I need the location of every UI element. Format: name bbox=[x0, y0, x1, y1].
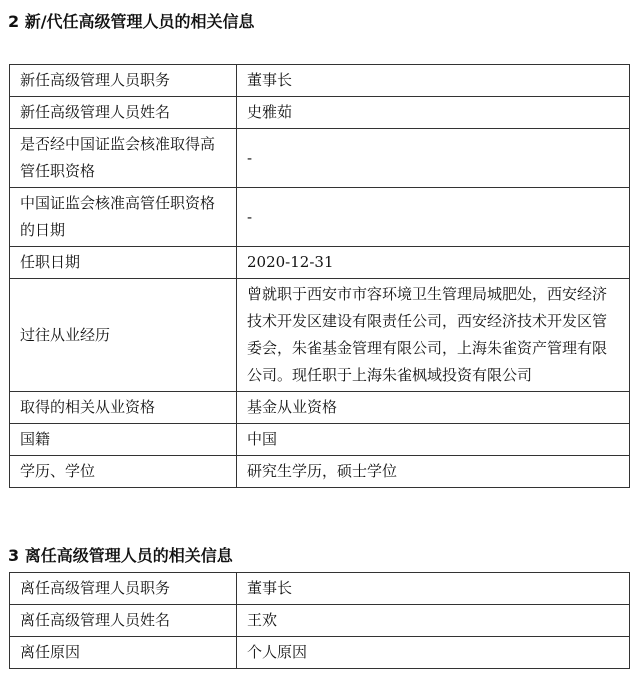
table-row bbox=[10, 129, 630, 188]
table-row bbox=[10, 65, 630, 97]
row-value: 2020-12-31 bbox=[237, 247, 630, 279]
row-value: 董事长 bbox=[237, 65, 630, 97]
row-label: 新任高级管理人员姓名 bbox=[10, 97, 237, 129]
row-value: 基金从业资格 bbox=[237, 392, 630, 424]
row-value: - bbox=[237, 188, 630, 247]
row-label: 过往从业经历 bbox=[10, 279, 237, 392]
row-label: 中国证监会核准高管任职资格的日期 bbox=[10, 188, 237, 247]
row-label: 离任高级管理人员职务 bbox=[10, 573, 237, 605]
row-value: 曾就职于西安市市容环境卫生管理局城肥处，西安经济技术开发区建设有限责任公司，西安经济技术开发区管委会，朱雀基金管理有限公司，上海朱雀资产管理有限公司。现任职于上海朱雀枫域投资有限公司 bbox=[237, 279, 630, 392]
row-label: 任职日期 bbox=[10, 247, 237, 279]
departing-manager-info-table bbox=[9, 572, 630, 669]
row-label: 取得的相关从业资格 bbox=[10, 392, 237, 424]
table-row bbox=[10, 392, 630, 424]
row-value: 中国 bbox=[237, 424, 630, 456]
row-value: 王欢 bbox=[237, 605, 630, 637]
row-value: 董事长 bbox=[237, 573, 630, 605]
row-value: - bbox=[237, 129, 630, 188]
table-row bbox=[10, 424, 630, 456]
row-label: 是否经中国证监会核准取得高管任职资格 bbox=[10, 129, 237, 188]
table-row bbox=[10, 637, 630, 669]
table-row bbox=[10, 279, 630, 392]
row-label: 离任高级管理人员姓名 bbox=[10, 605, 237, 637]
table-row bbox=[10, 456, 630, 488]
row-label: 学历、学位 bbox=[10, 456, 237, 488]
table-row bbox=[10, 97, 630, 129]
row-label: 新任高级管理人员职务 bbox=[10, 65, 237, 97]
row-value: 史雅茹 bbox=[237, 97, 630, 129]
table-row bbox=[10, 573, 630, 605]
new-manager-info-table bbox=[9, 64, 630, 488]
section-title-departing-manager: 3 离任高级管理人员的相关信息 bbox=[8, 546, 233, 565]
row-label: 国籍 bbox=[10, 424, 237, 456]
table-row bbox=[10, 188, 630, 247]
row-label: 离任原因 bbox=[10, 637, 237, 669]
row-value: 研究生学历，硕士学位 bbox=[237, 456, 630, 488]
row-value: 个人原因 bbox=[237, 637, 630, 669]
section-title-new-manager: 2 新/代任高级管理人员的相关信息 bbox=[8, 12, 255, 31]
table-row bbox=[10, 605, 630, 637]
table-row bbox=[10, 247, 630, 279]
